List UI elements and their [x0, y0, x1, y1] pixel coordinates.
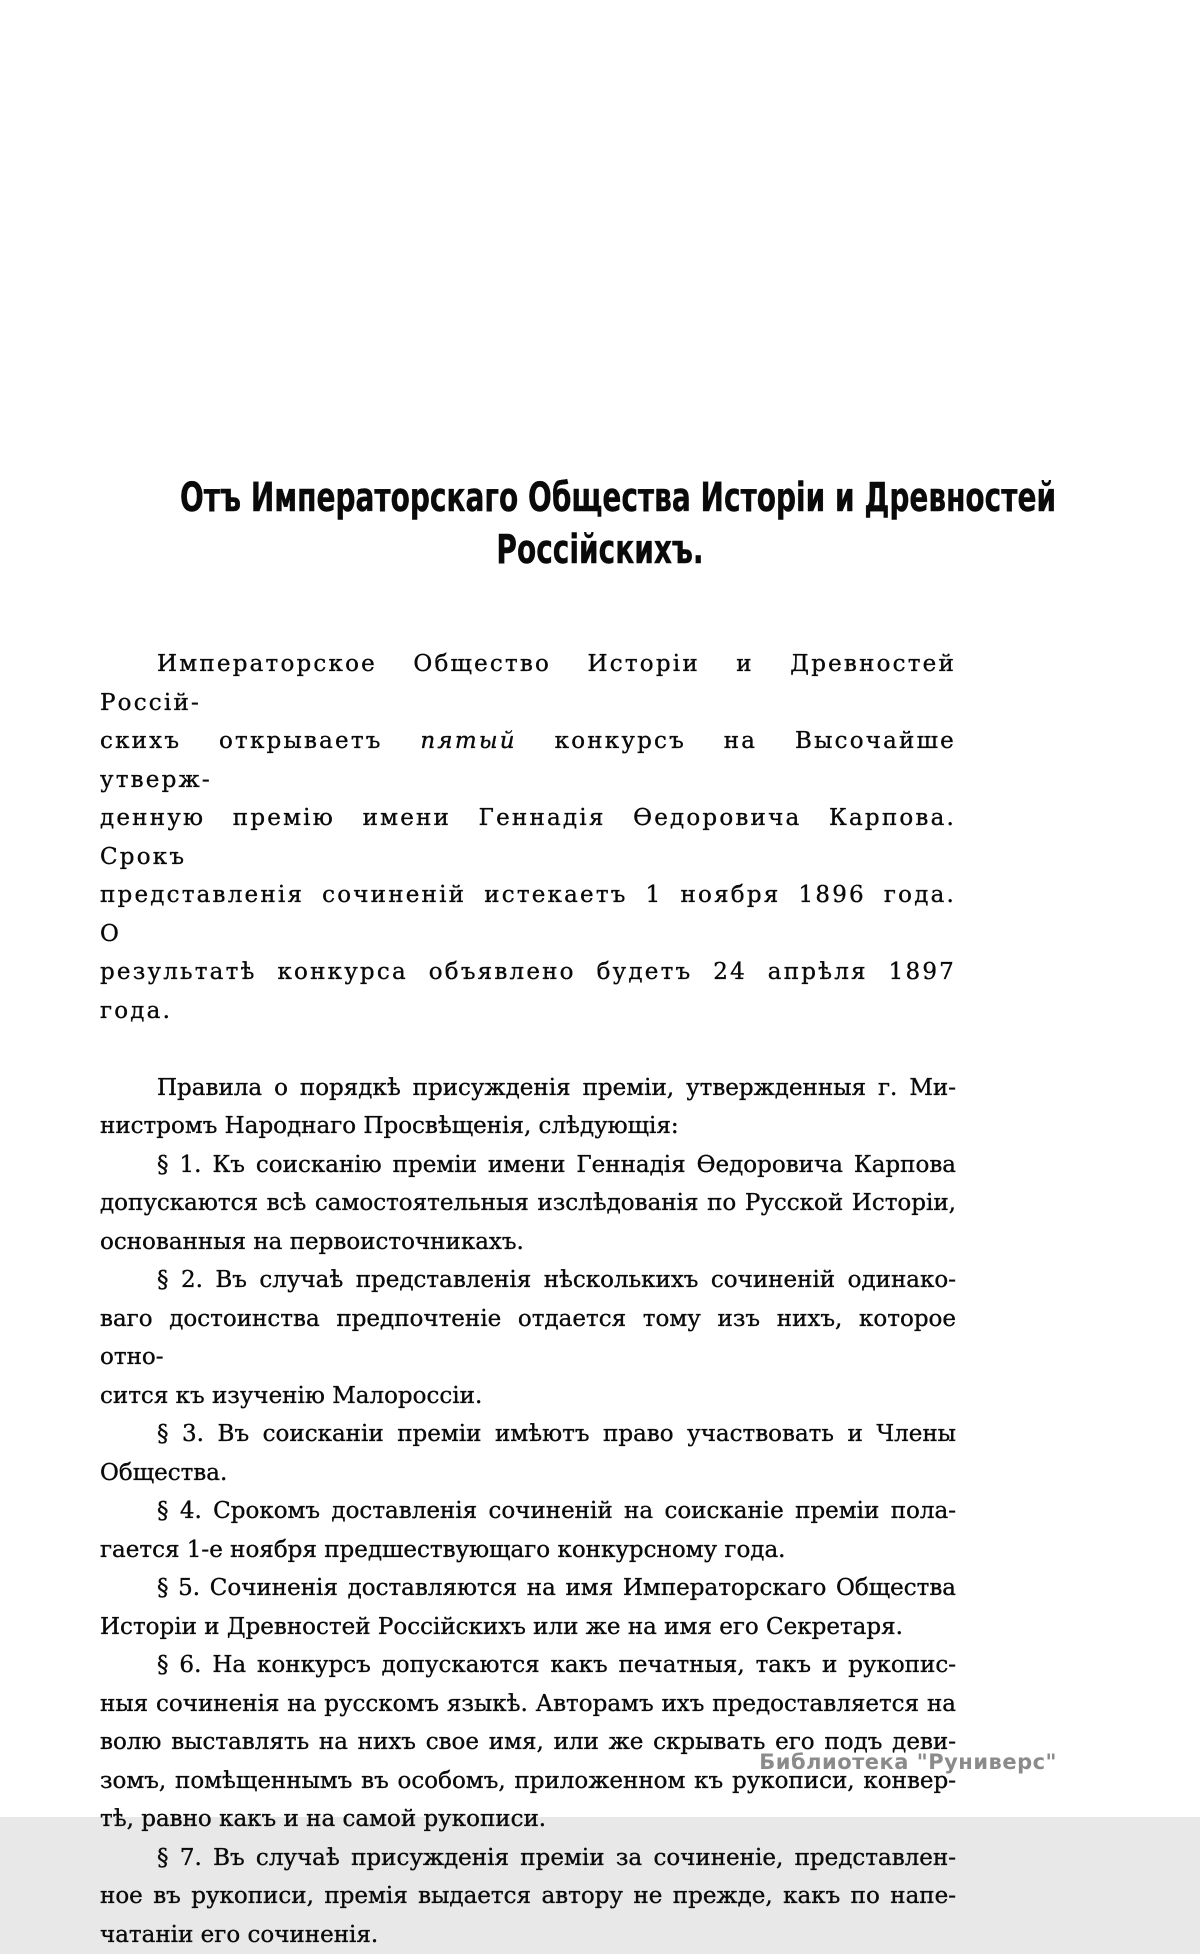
text-line: ныя сочиненія на русскомъ языкѣ. Авторамъ ихъ предоставляется на [100, 1685, 956, 1724]
paragraph-section-4 [100, 1492, 956, 1569]
text-line: гается 1-е ноября предшествующаго конкурсному года. [100, 1531, 956, 1570]
text-line: представленія сочиненій истекаетъ 1 ноября 1896 года. О [100, 876, 956, 953]
text-line: Императорское Общество Исторіи и Древностей Россій- [100, 645, 956, 722]
paragraph-section-5 [100, 1569, 956, 1646]
text-line: § 7. Въ случаѣ присужденія преміи за сочиненіе, представлен- [100, 1839, 956, 1878]
text-line: Общества. [100, 1454, 956, 1493]
text-line: волю выставлять на нихъ свое имя, или же скрывать его подъ деви- [100, 1723, 956, 1762]
paragraph-section-7 [100, 1839, 956, 1954]
paragraph-section-3 [100, 1415, 956, 1492]
document-title [180, 472, 1020, 576]
text-line: § 4. Срокомъ доставленія сочиненій на соисканіе преміи пола- [100, 1492, 956, 1531]
text-line: Исторіи и Древностей Россійскихъ или же на имя его Секретаря. [100, 1608, 956, 1647]
text-line [100, 722, 956, 799]
text-line: сится къ изученію Малороссіи. [100, 1377, 956, 1416]
paragraph-section-6 [100, 1646, 956, 1839]
italic-text: пятый [420, 728, 516, 754]
text-line: результатѣ конкурса объявлено будетъ 24 апрѣля 1897 года. [100, 953, 956, 1030]
title-line-1: Отъ Императорскаго Общества Исторіи и Древностей [180, 472, 1020, 524]
text-line: § 6. На конкурсъ допускаются какъ печатныя, такъ и рукопис- [100, 1646, 956, 1685]
text-segment: конкурсъ на Высочайше утверж- [100, 728, 956, 793]
text-line: § 3. Въ соисканіи преміи имѣютъ право участвовать и Члены [100, 1415, 956, 1454]
text-line: допускаются всѣ самостоятельныя изслѣдованія по Русской Исторіи, [100, 1184, 956, 1223]
text-line: § 2. Въ случаѣ представленія нѣсколькихъ сочиненій одинако- [100, 1261, 956, 1300]
text-line: ваго достоинства предпочтеніе отдается тому изъ нихъ, которое отно- [100, 1300, 956, 1377]
text-line: Правила о порядкѣ присужденія преміи, утвержденныя г. Ми- [100, 1069, 956, 1108]
text-line: § 1. Къ соисканію преміи имени Геннадія Ѳедоровича Карпова [100, 1146, 956, 1185]
text-segment: скихъ открываетъ [100, 728, 420, 754]
text-line: ное въ рукописи, премія выдается автору не прежде, какъ по напе- [100, 1877, 956, 1916]
paragraph-announcement [100, 645, 956, 1030]
text-line: основанныя на первоисточникахъ. [100, 1223, 956, 1262]
text-line: § 5. Сочиненія доставляются на имя Императорскаго Общества [100, 1569, 956, 1608]
paragraph-section-2 [100, 1261, 956, 1415]
paragraph-rules-intro [100, 1069, 956, 1146]
library-watermark: Библиотека "Руниверс" [759, 1750, 1057, 1774]
title-line-2: Россійскихъ. [180, 524, 1020, 576]
text-line: зомъ, помѣщеннымъ въ особомъ, приложенном къ рукописи, конвер- [100, 1762, 956, 1801]
text-line: нистромъ Народнаго Просвѣщенія, слѣдующія: [100, 1107, 956, 1146]
text-line: чатаніи его сочиненія. [100, 1916, 956, 1954]
text-line: денную премію имени Геннадія Ѳедоровича Карпова. Срокъ [100, 799, 956, 876]
paragraph-section-1 [100, 1146, 956, 1262]
text-line: тѣ, равно какъ и на самой рукописи. [100, 1800, 956, 1839]
